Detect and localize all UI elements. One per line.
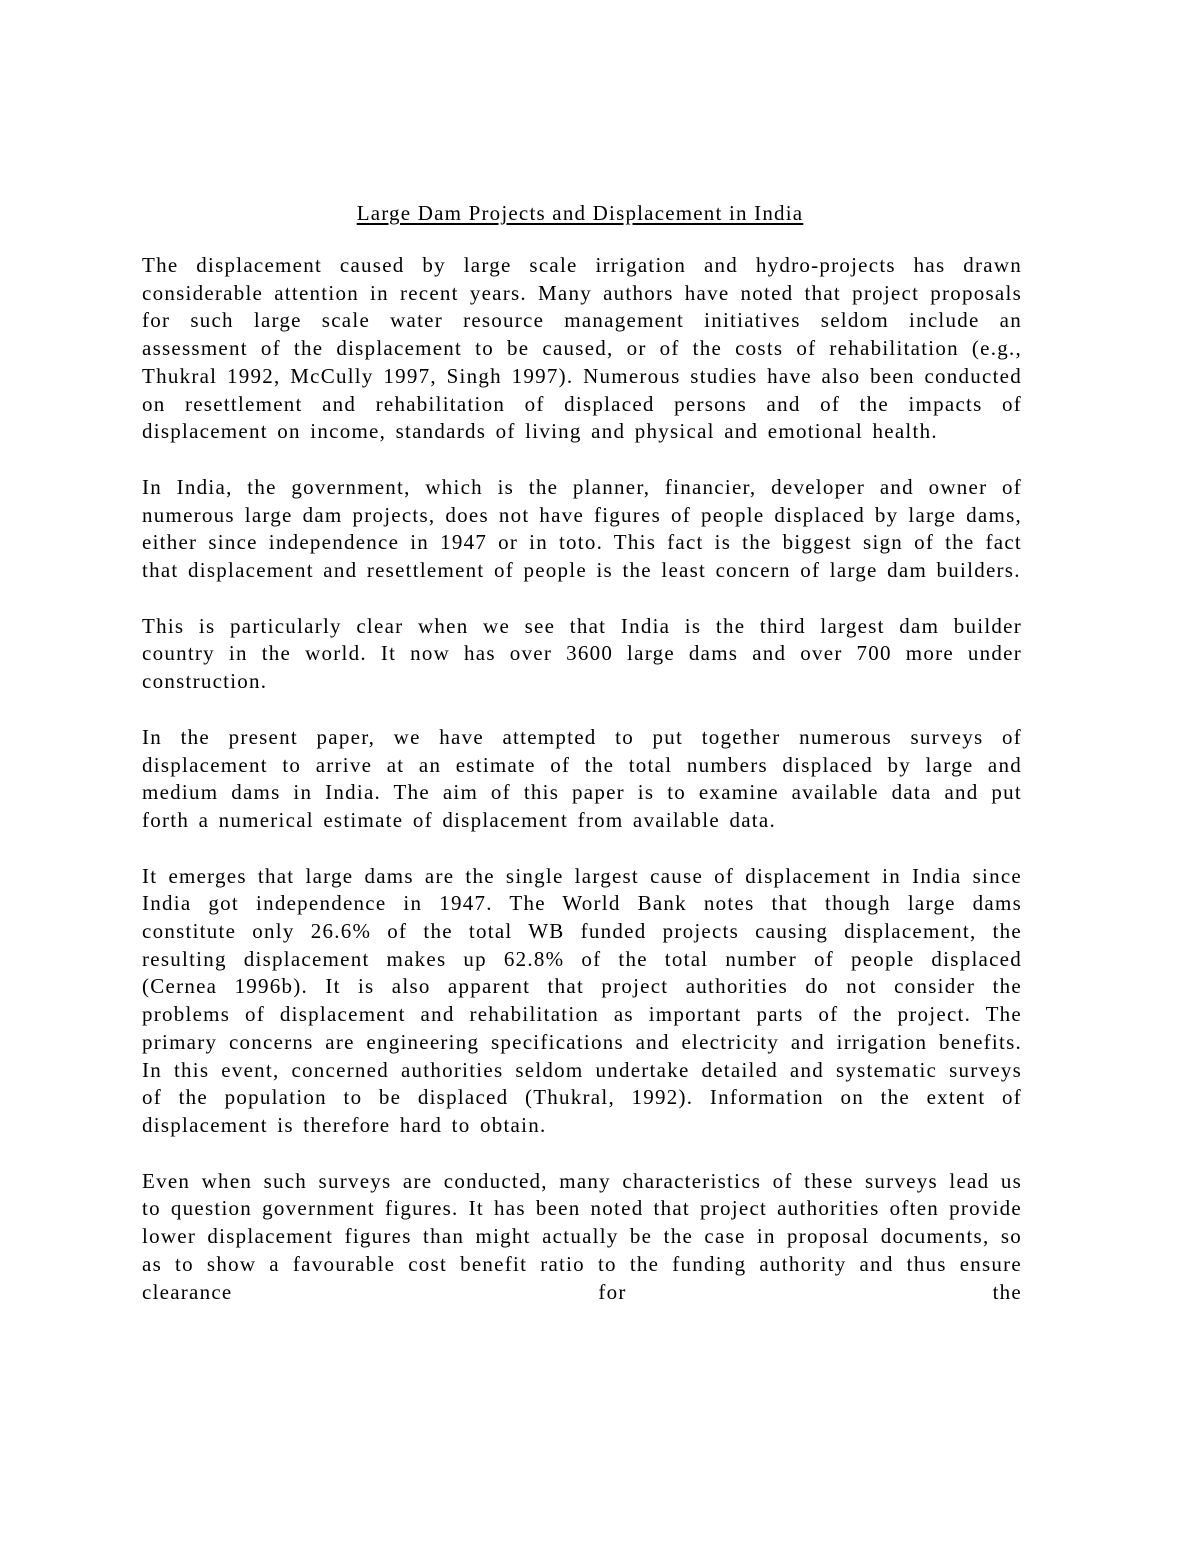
paragraph-1: The displacement caused by large scale irrigation and hydro-projects has drawn considerable attention in recent years. Many authors have noted that project proposals for such large scale water resource management initiatives seldom include an assessment of the displacement to be caused, or of the costs of rehabilitation (e.g., Thukral 1992, McCully 1997, Singh 1997). Numerous studies have also been conducted on resettlement and rehabilitation of displaced persons and of the impacts of displacement on income, standards of living and physical and emotional health. bbox=[142, 253, 1022, 444]
document-title: Large Dam Projects and Displacement in India bbox=[356, 201, 804, 225]
paragraph-5: It emerges that large dams are the single largest cause of displacement in India since India got independence in 1947. The World Bank notes that though large dams constitute only 26.6% of the total WB funded projects causing displacement, the resulting displacement makes up 62.8% of the total number of people displaced (Cernea 1996b). It is also apparent that project authorities do not consider the problems of displacement and rehabilitation as important parts of the project. The primary concerns are engineering specifications and electricity and irrigation benefits. In this event, concerned authorities seldom undertake detailed and systematic surveys of the population to be displaced (Thukral, 1992). Information on the extent of displacement is therefore hard to obtain. bbox=[142, 863, 1022, 1137]
paragraph-4: In the present paper, we have attempted to put together numerous surveys of displacement to arrive at an estimate of the total numbers displaced by large and medium dams in India. The aim of this paper is to examine available data and put forth a numerical estimate of displacement from available data. bbox=[142, 724, 1022, 832]
document-body bbox=[142, 252, 1022, 1334]
paragraph-6: Even when such surveys are conducted, many characteristics of these surveys lead us to question government figures. It has been noted that project authorities often provide lower displacement figures than might actually be the case in proposal documents, so as to show a favourable cost benefit ratio to the funding authority and thus ensure clearance for the bbox=[142, 1168, 1022, 1304]
paragraph-3: This is particularly clear when we see that India is the third largest dam builder country in the world. It now has over 3600 large dams and over 700 more under construction. bbox=[142, 613, 1022, 694]
paragraph-2: In India, the government, which is the planner, financier, developer and owner of numerous large dam projects, does not have figures of people displaced by large dams, either since independence in 1947 or in toto. This fact is the biggest sign of the fact that displacement and resettlement of people is the least concern of large dam builders. bbox=[142, 474, 1022, 583]
